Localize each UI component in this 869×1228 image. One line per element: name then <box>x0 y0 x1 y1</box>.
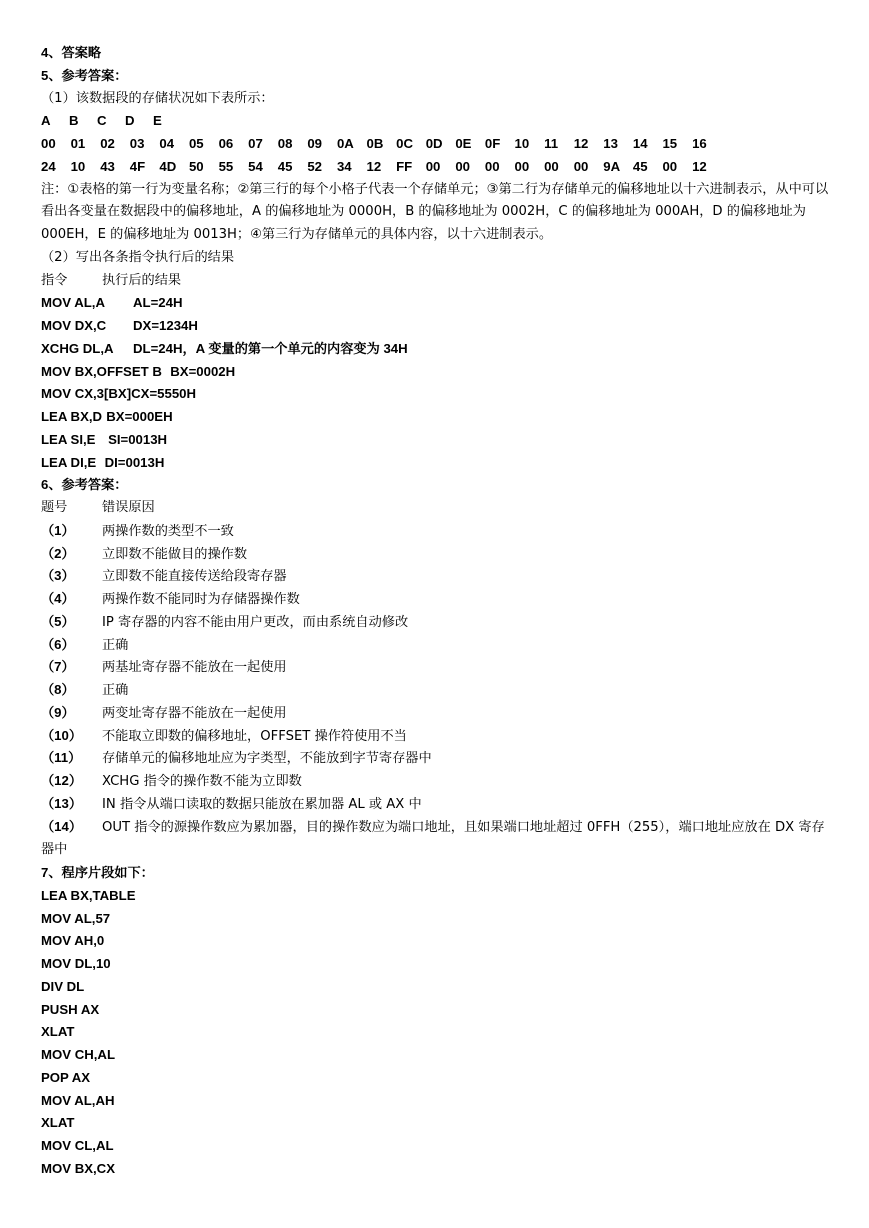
error-reason: 存储单元的偏移地址应为字类型，不能放到字节寄存器中 <box>102 751 432 767</box>
instr-row <box>41 429 831 452</box>
content-row <box>41 156 831 179</box>
offset-cell: 16 <box>692 136 707 151</box>
section5-note: 注：①表格的第一行为变量名称；②第三行的每个小格子代表一个存储单元；③第二行为存储单元的偏移地址以十六进制表示，从中可以看出各变量在数据段中的偏移地址，A 的偏移地址为 0000H，B 的偏移地址为 0002H，C 的偏移地址为 000AH，D 的偏移地址为 000EH，E 的偏移地址为 0013H；④第三行为存储单元的具体内容，以十六进制表示。 <box>41 181 829 242</box>
code-line: POP AX <box>41 1069 91 1085</box>
offset-cell: 13 <box>603 136 618 151</box>
code-line: MOV DL,10 <box>41 956 111 971</box>
instr-row <box>41 361 831 384</box>
error-reason: 立即数不能直接传送给段寄存器 <box>102 569 287 585</box>
error-reason: 正确 <box>102 683 129 698</box>
offset-cell: 15 <box>662 136 678 151</box>
content-cell: 54 <box>248 158 263 174</box>
code-line: XLAT <box>41 1024 75 1040</box>
error-reason: IN 指令从端口读取的数据只能放在累加器 AL 或 AX 中 <box>102 796 422 812</box>
error-no: （3） <box>41 568 75 584</box>
instr-row <box>41 383 831 406</box>
offset-cell: 0C <box>396 136 413 151</box>
result: SI=0013H <box>108 431 168 447</box>
error-row <box>41 588 831 611</box>
offset-cell: 0E <box>455 136 472 151</box>
error-reason: 立即数不能做目的操作数 <box>102 546 248 562</box>
var-name: A <box>41 113 51 129</box>
header-reason: 错误原因 <box>102 500 155 515</box>
content-cell: 00 <box>455 158 470 174</box>
error-row <box>41 747 831 770</box>
error-no: （5） <box>41 613 75 629</box>
offset-cell: 0A <box>336 136 354 151</box>
error-reason: 两操作数不能同时为存储器操作数 <box>102 592 300 607</box>
offset-cell: 07 <box>248 136 263 151</box>
instr: MOV BX,OFFSET B <box>41 363 162 379</box>
document-page <box>41 42 831 1181</box>
content-cell: 12 <box>692 158 707 174</box>
error-reason: IP 寄存器的内容不能由用户更改，而由系统自动修改 <box>102 614 409 630</box>
error-row <box>41 520 831 543</box>
offset-cell: 03 <box>129 136 145 151</box>
result: BX=0002H <box>170 363 236 379</box>
error-row <box>41 793 831 816</box>
header-result: 执行后的结果 <box>102 272 182 288</box>
code-line: MOV AH,0 <box>41 933 105 949</box>
content-cell: 00 <box>484 158 500 174</box>
error-no: （13） <box>41 795 83 811</box>
instr-row <box>41 338 831 361</box>
offset-cell: 06 <box>218 136 234 151</box>
error-reason: 两操作数的类型不一致 <box>102 523 234 539</box>
error-row <box>41 725 831 748</box>
error-no: （11） <box>41 750 82 766</box>
error-row <box>41 565 831 588</box>
instr: MOV CX,3[BX] <box>41 386 132 402</box>
section4-heading: 4、答案略 <box>41 45 102 60</box>
code-line: MOV BX,CX <box>41 1160 116 1176</box>
offset-row <box>41 133 831 156</box>
error-row <box>41 543 831 566</box>
error-no: （8） <box>41 682 75 697</box>
content-cell: 10 <box>70 158 86 174</box>
result: CX=5550H <box>131 386 197 402</box>
offset-cell: 05 <box>188 136 204 151</box>
instr-row <box>41 406 831 429</box>
code-line: PUSH AX <box>41 1001 100 1017</box>
var-name: C <box>97 113 107 129</box>
content-cell: 12 <box>366 158 382 174</box>
code-line: DIV DL <box>41 978 85 994</box>
result: DX=1234H <box>133 318 198 333</box>
result: DI=0013H <box>104 454 165 470</box>
instr-table-header <box>41 270 831 293</box>
code-line: MOV CL,AL <box>41 1138 114 1153</box>
content-cell: 52 <box>307 158 323 174</box>
content-cell: FF <box>396 158 413 174</box>
offset-cell: 12 <box>573 136 589 151</box>
content-cell: 4D <box>159 158 177 174</box>
var-name: B <box>69 113 79 129</box>
error-row <box>41 611 831 634</box>
content-cell: 4F <box>129 158 146 174</box>
content-cell: 00 <box>425 158 441 174</box>
offset-cell: 0F <box>484 136 501 151</box>
content-cell: 45 <box>277 158 293 174</box>
result: BX=000EH <box>106 409 173 424</box>
content-cell: 50 <box>188 158 204 174</box>
instr: MOV AL,A <box>41 295 105 311</box>
instr: XCHG DL,A <box>41 340 114 356</box>
instr: LEA SI,E <box>41 431 96 447</box>
offset-cell: 14 <box>632 136 648 151</box>
error-no: （14） <box>41 818 83 834</box>
offset-cell: 09 <box>307 136 323 151</box>
offset-cell: 01 <box>70 136 86 151</box>
error-row <box>41 770 831 793</box>
error-row <box>41 679 831 702</box>
offset-cell: 0B <box>366 136 384 151</box>
instr-row <box>41 452 831 475</box>
offset-cell: 00 <box>41 136 56 151</box>
error-no: （7） <box>41 659 75 675</box>
content-cell: 43 <box>100 158 115 174</box>
offset-cell: 11 <box>544 136 559 151</box>
instr: LEA DI,E <box>41 454 97 470</box>
result: AL=24H <box>133 295 183 311</box>
code-line: LEA BX,TABLE <box>41 887 136 903</box>
offset-cell: 0D <box>425 136 443 151</box>
instr-row <box>41 315 831 338</box>
content-cell: 00 <box>544 158 559 174</box>
content-cell: 9A <box>603 158 621 174</box>
section5-part2: （2）写出各条指令执行后的结果 <box>41 249 235 265</box>
section5-heading: 5、参考答案： <box>41 67 128 83</box>
var-name: E <box>153 113 162 129</box>
content-cell: 55 <box>218 158 234 174</box>
content-cell: 45 <box>632 158 648 174</box>
error-reason: 不能取立即数的偏移地址，OFFSET 操作符使用不当 <box>102 728 407 744</box>
content-cell: 00 <box>514 158 530 174</box>
error-reason: OUT 指令的源操作数应为累加器，目的操作数应为端口地址，且如果端口地址超过 0FFH（255），端口地址应放在 DX 寄存器中 <box>41 819 825 858</box>
code-line: MOV CH,AL <box>41 1047 115 1062</box>
var-row <box>41 110 831 133</box>
error-no: （9） <box>41 704 75 720</box>
error-reason: 正确 <box>102 637 129 653</box>
var-name: D <box>125 113 135 129</box>
offset-cell: 04 <box>159 136 175 151</box>
error-no: （6） <box>41 636 75 652</box>
error-no: （12） <box>41 773 83 788</box>
error-reason: 两基址寄存器不能放在一起使用 <box>102 660 287 676</box>
instr: LEA BX,D <box>41 409 103 424</box>
offset-cell: 10 <box>514 136 530 151</box>
section5-part1: （1）该数据段的存储状况如下表所示： <box>41 90 274 106</box>
error-no: （10） <box>41 727 83 743</box>
error-row-14 <box>41 816 831 863</box>
offset-cell: 02 <box>100 136 115 151</box>
error-table-header <box>41 497 831 520</box>
code-line: XLAT <box>41 1115 75 1131</box>
error-row <box>41 634 831 657</box>
content-cell: 00 <box>573 158 589 174</box>
result: DL=24H，A 变量的第一个单元的内容变为 34H <box>133 340 408 356</box>
code-line: MOV AL,AH <box>41 1092 115 1108</box>
error-no: （2） <box>41 545 75 561</box>
error-row <box>41 702 831 725</box>
code-line: MOV AL,57 <box>41 910 111 926</box>
content-cell: 00 <box>662 158 678 174</box>
error-reason: XCHG 指令的操作数不能为立即数 <box>102 774 302 789</box>
section6-heading: 6、参考答案： <box>41 477 128 493</box>
content-cell: 24 <box>41 158 56 174</box>
error-no: （4） <box>41 591 75 606</box>
header-instr: 指令 <box>41 272 68 288</box>
error-no: （1） <box>41 522 75 538</box>
offset-cell: 08 <box>277 136 293 151</box>
instr-row <box>41 292 831 315</box>
section7-heading: 7、程序片段如下： <box>41 865 154 880</box>
error-row <box>41 656 831 679</box>
error-reason: 两变址寄存器不能放在一起使用 <box>102 705 287 721</box>
content-cell: 34 <box>336 158 352 174</box>
instr: MOV DX,C <box>41 318 107 333</box>
header-no: 题号 <box>41 500 68 515</box>
